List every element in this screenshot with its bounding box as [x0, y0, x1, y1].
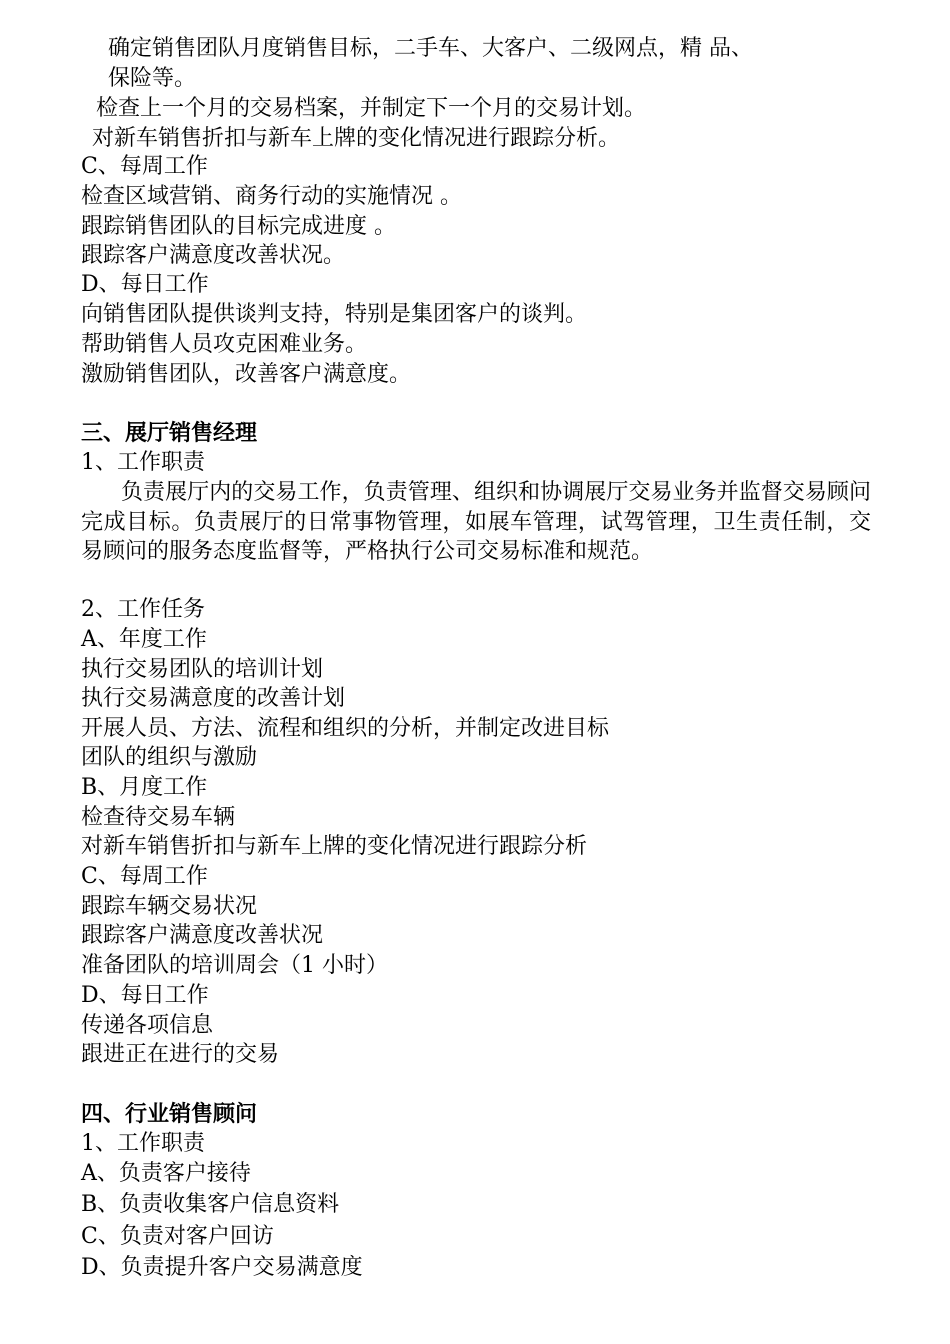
- subsection-heading: 1、工作职责: [81, 1131, 205, 1156]
- text-line: 帮助销售人员攻克困难业务。: [81, 332, 368, 357]
- section-heading: 四、行业销售顾问: [81, 1101, 258, 1127]
- text-line: 确定销售团队月度销售目标，二手车、大客户、二级网点，精 品、: [108, 36, 753, 61]
- text-line: 向销售团队提供谈判支持，特别是集团客户的谈判。: [81, 302, 588, 327]
- text-line: 保险等。: [108, 66, 197, 91]
- text-line: 对新车销售折扣与新车上牌的变化情况进行跟踪分析: [81, 834, 588, 859]
- text-line: 激励销售团队，改善客户满意度。: [81, 362, 412, 387]
- text-line: 跟踪客户满意度改善状况: [81, 923, 324, 948]
- text-line: 准备团队的培训周会（1 小时）: [81, 953, 388, 978]
- text-line: 跟踪销售团队的目标完成进度 。: [81, 214, 396, 239]
- subsection-heading: D、每日工作: [81, 983, 209, 1008]
- subsection-heading: 1、工作职责: [81, 450, 205, 475]
- text-line: 检查上一个月的交易档案，并制定下一个月的交易计划。: [96, 96, 647, 121]
- subsection-heading: C、每周工作: [81, 154, 208, 179]
- text-line: 检查待交易车辆: [81, 805, 236, 830]
- text-line: 团队的组织与激励: [81, 745, 258, 770]
- text-line: 跟进正在进行的交易: [81, 1042, 280, 1067]
- section-heading: 三、展厅销售经理: [81, 420, 258, 446]
- text-line: 传递各项信息: [81, 1013, 214, 1038]
- text-line: B、负责收集客户信息资料: [81, 1192, 340, 1217]
- subsection-heading: C、每周工作: [81, 864, 208, 889]
- text-line: D、负责提升客户交易满意度: [81, 1255, 363, 1280]
- text-line: A、负责客户接待: [81, 1161, 251, 1186]
- paragraph: 负责展厅内的交易工作，负责管理、组织和协调展厅交易业务并监督交易顾问完成目标。负责展厅的日常事物管理，如展车管理，试驾管理，卫生责任制，交易顾问的服务态度监督等，严格执行公司交易标准和规范。: [81, 480, 871, 564]
- text-line: 执行交易团队的培训计划: [81, 657, 324, 682]
- subsection-heading: D、每日工作: [81, 272, 209, 297]
- text-line: 开展人员、方法、流程和组织的分析，并制定改进目标: [81, 716, 610, 741]
- text-line: 对新车销售折扣与新车上牌的变化情况进行跟踪分析。: [92, 126, 621, 151]
- subsection-heading: 2、工作任务: [81, 597, 205, 622]
- subsection-heading: B、月度工作: [81, 775, 208, 800]
- text-line: 检查区域营销、商务行动的实施情况 。: [81, 184, 462, 209]
- text-line: 跟踪客户满意度改善状况。: [81, 243, 346, 268]
- text-line: C、负责对客户回访: [81, 1224, 274, 1249]
- text-line: 跟踪车辆交易状况: [81, 894, 258, 919]
- subsection-heading: A、年度工作: [81, 627, 207, 652]
- text-line: 执行交易满意度的改善计划: [81, 686, 346, 711]
